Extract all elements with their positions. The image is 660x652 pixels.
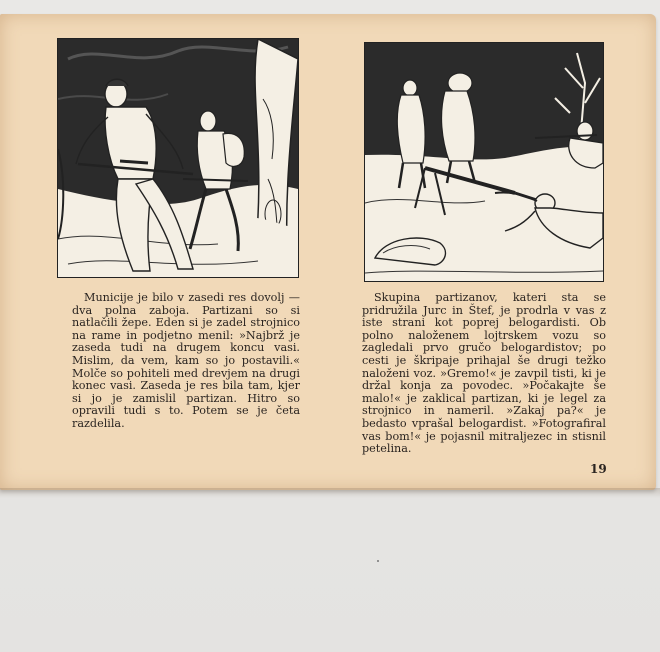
right-illustration: [364, 42, 604, 282]
scan-speck: [377, 560, 379, 562]
page-shadow: [0, 488, 660, 498]
right-paragraph: Skupina partizanov, kateri sta se pridružila Jurc in Štef, je prodrla v vas z iste strani kot poprej belogardisti. Ob polno naloženem lojtrskem vozu so zagledali prvo gručo belogardistov; po cesti je škripaje prihajal še drugi težko naloženi voz. »Gremo!« je zavpil tisti, ki je držal konja za povodec. »Počakajte še malo!« je zaklical partizan, ki je legel za strojnico in nameril. »Zakaj pa?« je bedasto vprašal belogardist. »Fotografiral vas bom!« je pojasnil mitraljezec in stisnil petelina.: [362, 291, 606, 456]
page-number: 19: [590, 462, 607, 476]
left-illustration: [57, 38, 299, 278]
left-paragraph: Municije je bilo v zasedi res dovolj — dva polna zaboja. Partizani so si natlačili žepe. Eden si je zadel strojnico na rame in podjetno menil: »Najbrž je zaseda tudi na drugem koncu vasi. Mislim, da vem, kam so jo postavili.« Molče so pohiteli med drevjem na drugi konec vasi. Zaseda je res bila tam, kjer si jo je zamislil partizan. Hitro so opravili tudi s to. Potem se je četa razdelila.: [72, 291, 300, 430]
